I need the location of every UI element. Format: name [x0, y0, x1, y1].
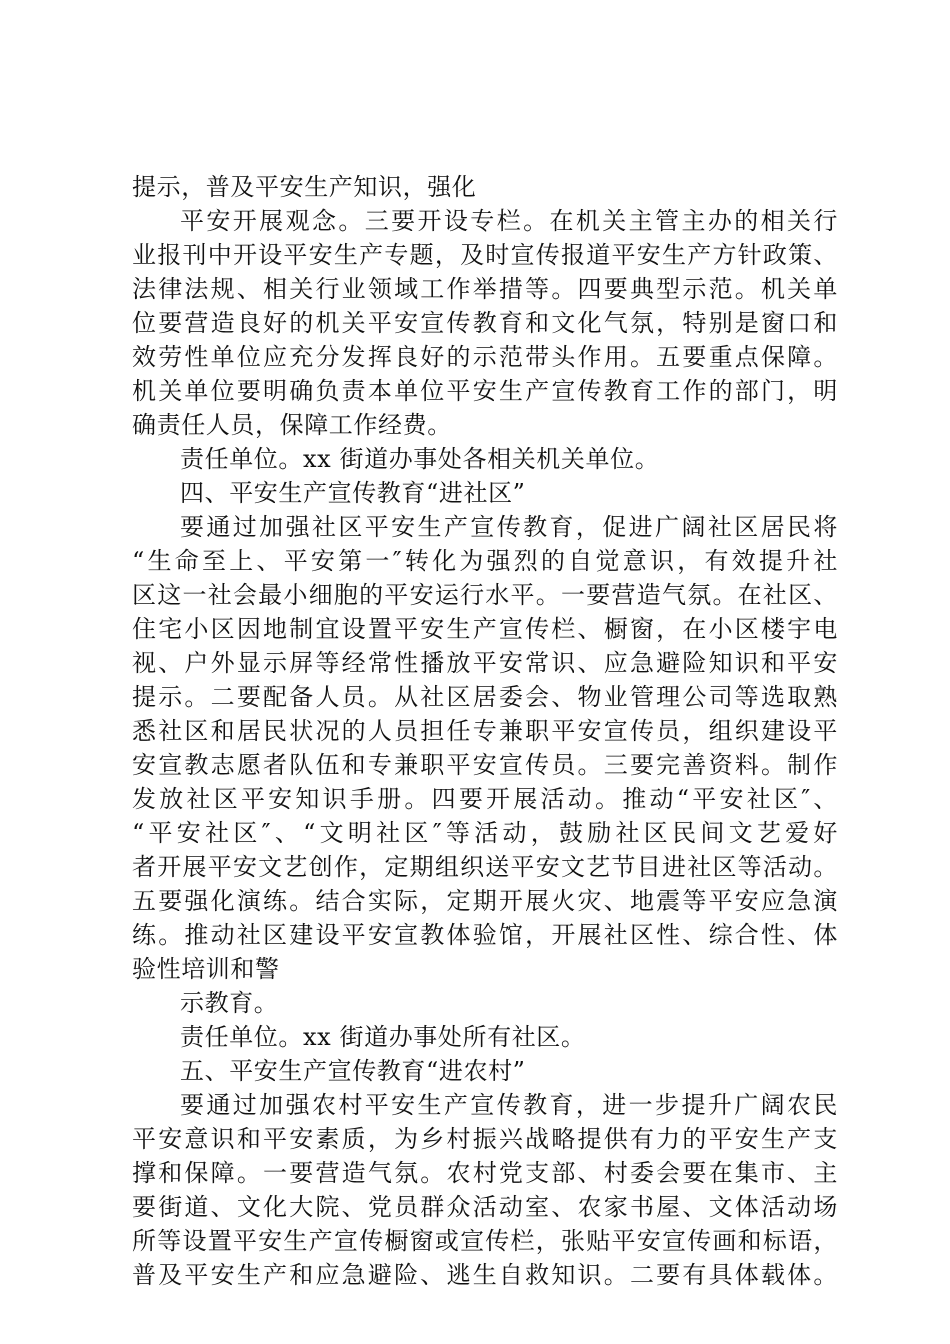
text-line: 提示。二要配备人员。从社区居委会、物业管理公司等选取熟 — [132, 683, 838, 711]
text-line: 所等设置平安生产宣传橱窗或宣传栏，张贴平安宣传画和标语， — [132, 1227, 838, 1255]
text-line: “生命至上、平安第一″转化为强烈的自觉意识，有效提升社 — [132, 547, 838, 575]
text-line: 五、平安生产宣传教育“进农村” — [180, 1057, 526, 1085]
text-line: 提示，普及平安生产知识，强化 — [132, 173, 477, 201]
text-line: 安宣教志愿者队伍和专兼职平安宣传员。三要完善资料。制作 — [132, 751, 838, 779]
text-line: 四、平安生产宣传教育“进社区” — [180, 479, 526, 507]
document-body — [132, 170, 838, 1292]
text-line: 责任单位。xx 街道办事处各相关机关单位。 — [180, 445, 660, 473]
text-line: 位要营造良好的机关平安宣传教育和文化气氛，特别是窗口和 — [132, 309, 838, 337]
text-line: 者开展平安文艺创作，定期组织送平安文艺节目进社区等活动。 — [132, 853, 838, 881]
text-line: 平安开展观念。三要开设专栏。在机关主管主办的相关行 — [180, 207, 838, 235]
text-line: 撑和保障。一要营造气氛。农村党支部、村委会要在集市、主 — [132, 1159, 838, 1187]
text-line: 五要强化演练。结合实际，定期开展火灾、地震等平安应急演 — [132, 887, 838, 915]
text-line: 住宅小区因地制宜设置平安生产宣传栏、橱窗，在小区楼宇电 — [132, 615, 838, 643]
text-line: 责任单位。xx 街道办事处所有社区。 — [180, 1023, 586, 1051]
text-line: 要街道、文化大院、党员群众活动室、农家书屋、文体活动场 — [132, 1193, 838, 1221]
text-line: 要通过加强农村平安生产宣传教育，进一步提升广阔农民 — [180, 1091, 838, 1119]
text-line: 练。推动社区建设平安宣教体验馆，开展社区性、综合性、体 — [132, 921, 838, 949]
text-line: 机关单位要明确负责本单位平安生产宣传教育工作的部门，明 — [132, 377, 838, 405]
text-line: 区这一社会最小细胞的平安运行水平。一要营造气氛。在社区、 — [132, 581, 838, 609]
text-line: 要通过加强社区平安生产宣传教育，促进广阔社区居民将 — [180, 513, 838, 541]
text-line: 发放社区平安知识手册。四要开展活动。推动“平安社区″、 — [132, 785, 838, 813]
text-line: 示教育。 — [180, 989, 279, 1017]
text-line: 平安意识和平安素质，为乡村振兴战略提供有力的平安生产支 — [132, 1125, 838, 1153]
text-line: 法律法规、相关行业领域工作举措等。四要典型示范。机关单 — [132, 275, 838, 303]
text-line: 视、户外显示屏等经常性播放平安常识、应急避险知识和平安 — [132, 649, 838, 677]
text-line: “平安社区″、“文明社区″等活动，鼓励社区民间文艺爱好 — [132, 819, 838, 847]
text-line: 确责任人员，保障工作经费。 — [132, 411, 452, 439]
text-line: 悉社区和居民状况的人员担任专兼职平安宣传员，组织建设平 — [132, 717, 838, 745]
text-line: 业报刊中开设平安生产专题，及时宣传报道平安生产方针政策、 — [132, 241, 838, 269]
text-line: 效劳性单位应充分发挥良好的示范带头作用。五要重点保障。 — [132, 343, 838, 371]
text-line: 普及平安生产和应急避险、逃生自救知识。二要有具体载体。 — [132, 1261, 838, 1289]
text-line: 验性培训和警 — [132, 955, 280, 983]
